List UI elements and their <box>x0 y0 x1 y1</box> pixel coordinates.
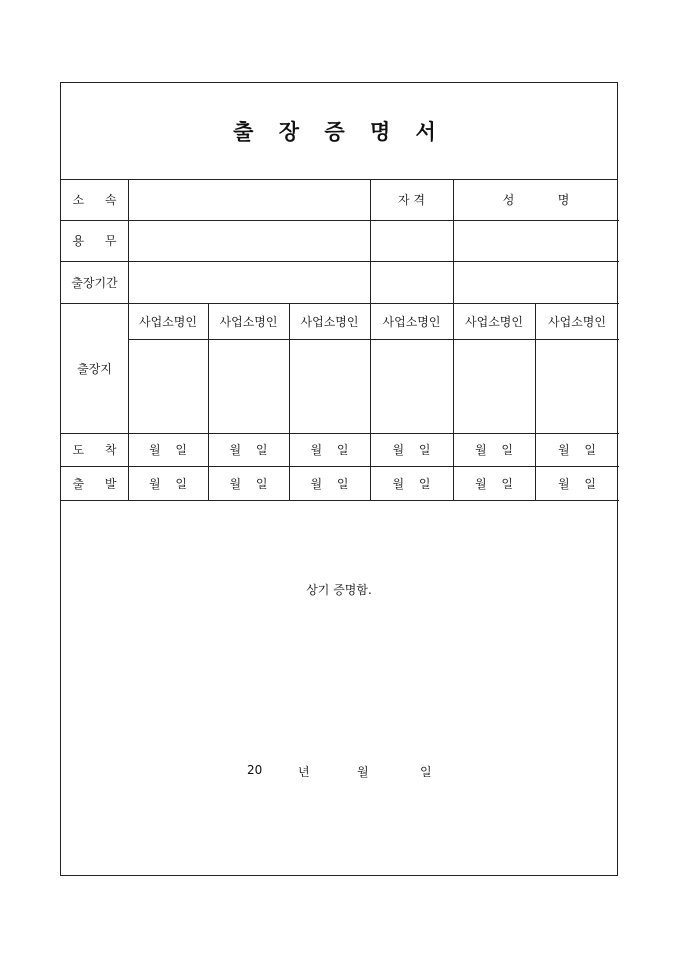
departure-date[interactable]: 월 일 <box>392 476 431 491</box>
date-year-prefix: 20 <box>247 763 263 777</box>
company-header: 사업소명인 <box>300 314 359 329</box>
name-field[interactable] <box>453 220 619 261</box>
arrival-date[interactable]: 월 일 <box>229 443 268 457</box>
period-label: 출장기간 <box>71 275 118 290</box>
arrival-date[interactable]: 월 일 <box>392 443 431 457</box>
destination-stamp-box[interactable] <box>535 339 619 433</box>
destination-stamp-box[interactable] <box>453 339 535 433</box>
certification-statement: 상기 증명함. <box>306 583 372 597</box>
departure-date[interactable]: 월 일 <box>229 476 268 491</box>
departure-label: 출 발 <box>72 476 117 491</box>
title-area <box>61 83 617 180</box>
arrival-date[interactable]: 월 일 <box>475 443 513 457</box>
duty-label: 용 무 <box>72 234 117 248</box>
company-header: 사업소명인 <box>548 314 606 329</box>
company-header: 사업소명인 <box>219 314 278 329</box>
qualification-header: 자 격 <box>398 193 425 207</box>
period-field[interactable] <box>128 261 370 303</box>
date-month-unit: 월 <box>357 765 369 779</box>
duty-field[interactable] <box>128 220 370 261</box>
company-header: 사업소명인 <box>382 314 441 329</box>
name-header: 성 명 <box>502 193 570 207</box>
departure-date[interactable]: 월 일 <box>558 476 596 491</box>
certificate-form <box>60 82 618 876</box>
date-year-unit: 년 <box>298 765 310 779</box>
destination-stamp-box[interactable] <box>128 339 208 433</box>
qualification-field[interactable] <box>370 220 453 261</box>
company-header: 사업소명인 <box>465 314 523 329</box>
arrival-date[interactable]: 월 일 <box>149 443 187 457</box>
arrival-date[interactable]: 월 일 <box>310 443 349 457</box>
destination-stamp-box[interactable] <box>208 339 289 433</box>
departure-date[interactable]: 월 일 <box>149 476 187 491</box>
arrival-date[interactable]: 월 일 <box>558 443 596 457</box>
row-divider <box>61 500 619 501</box>
departure-date[interactable]: 월 일 <box>475 476 513 491</box>
affiliation-label: 소 속 <box>72 193 117 207</box>
company-header: 사업소명인 <box>139 314 197 329</box>
destination-stamp-box[interactable] <box>370 339 453 433</box>
affiliation-field[interactable] <box>128 179 370 220</box>
destination-label: 출장지 <box>77 361 112 376</box>
arrival-label: 도 착 <box>72 443 117 457</box>
date-day-unit: 일 <box>420 765 432 779</box>
departure-date[interactable]: 월 일 <box>310 476 349 491</box>
destination-stamp-box[interactable] <box>289 339 370 433</box>
page-title: 출 장 증 명 서 <box>233 119 445 144</box>
